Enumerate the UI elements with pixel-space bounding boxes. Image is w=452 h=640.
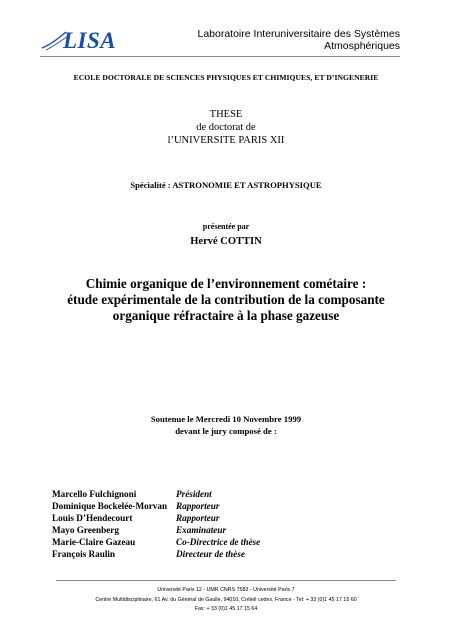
laboratory-name-line2: Atmosphériques <box>324 40 400 52</box>
jury-member-name: Louis D’Hendecourt <box>52 513 133 523</box>
jury-member-role: Co-Directrice de thèse <box>176 537 261 547</box>
laboratory-name-line1: Laboratoire Interuniversitaire des Systèmes <box>197 28 400 40</box>
thesis-heading <box>30 108 422 147</box>
jury-member-role: Directeur de thèse <box>176 549 245 559</box>
laboratory-name <box>197 28 400 52</box>
footer-line1: Université Paris 12 - UMR CNRS 7583 - Université Paris 7 <box>157 587 295 593</box>
footer-line2: Centre Multidisciplinaire, 61 Av. du Général de Gaulle, 94010, Créteil cedex, France - Tel: + 33 (0)1 45 17 15 60 <box>95 596 357 603</box>
jury-row <box>52 548 352 560</box>
logo-text: LISA <box>63 28 117 53</box>
jury-member-role: Rapporteur <box>176 501 220 511</box>
jury-member-role: Président <box>176 489 212 499</box>
thesis-title-line1: Chimie organique de l’environnement cométaire : <box>85 276 367 291</box>
footer-divider <box>56 580 396 581</box>
lisa-logo <box>40 26 130 56</box>
doctoral-school: ECOLE DOCTORALE DE SCIENCES PHYSIQUES ET CHIMIQUES, ET D’INGENERIE <box>73 73 379 82</box>
author-name: Hervé COTTIN <box>190 236 262 247</box>
defense-info <box>30 414 422 437</box>
footer-line3: Fax: + 33 (0)1 45 17 15 64 <box>194 606 258 612</box>
footer <box>20 586 432 615</box>
jury-row <box>52 488 352 500</box>
defense-date: Soutenue le Mercredi 10 Novembre 1999 <box>150 414 302 424</box>
jury-member-role: Rapporteur <box>176 513 220 523</box>
jury-list <box>52 488 352 560</box>
jury-intro: devant le jury composé de : <box>175 425 277 436</box>
jury-member-name: Dominique Bockelée-Morvan <box>52 501 168 511</box>
thesis-heading-line3: l’UNIVERSITE PARIS XII <box>167 135 285 146</box>
thesis-title-line2: étude expérimentale de la contribution de la composante <box>67 292 385 307</box>
jury-row <box>52 524 352 536</box>
jury-member-name: Marcello Fulchignoni <box>52 489 137 499</box>
thesis-title-line3: organique réfractaire à la phase gazeuse <box>112 308 340 323</box>
speciality: Spécialité : ASTRONOMIE ET ASTROPHYSIQUE <box>130 180 322 190</box>
jury-row <box>52 512 352 524</box>
thesis-title <box>30 276 422 324</box>
jury-row <box>52 536 352 548</box>
presented-by: présentée par <box>202 222 250 231</box>
jury-member-name: François Raulin <box>52 549 116 559</box>
thesis-heading-line2: de doctorat de <box>196 122 256 133</box>
jury-member-name: Marie-Claire Gazeau <box>52 537 136 547</box>
thesis-heading-line1: THESE <box>209 109 243 120</box>
jury-member-name: Mayo Greenberg <box>52 525 119 535</box>
header-divider <box>40 56 400 57</box>
jury-member-role: Examinateur <box>176 525 227 535</box>
jury-row <box>52 500 352 512</box>
